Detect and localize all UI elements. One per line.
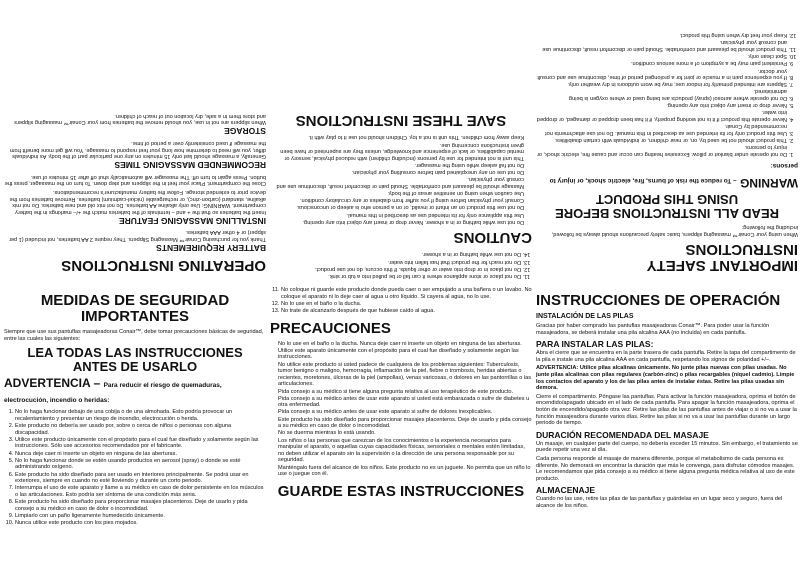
es-cautions-list xyxy=(270,341,532,478)
list-item: 2. Este producto no debería ser usado por, sobre o cerca de niños o personas con alguna discapacidad. xyxy=(15,423,266,436)
es-warning-list-cont xyxy=(270,287,532,315)
list-item: 11. This product should be pleasant and comfortable. Should pain or discomfort result, discontinue use and consult your physician. xyxy=(536,39,787,52)
list-item: 10. Nunca utilice este producto con los pies mojados. xyxy=(15,520,266,527)
list-item: 8. If you experience pain in a muscle or joint for a prolonged period of time, discontinue use and consult your doctor. xyxy=(536,67,787,80)
en-safety-title: IMPORTANT SAFETY INSTRUCTIONS xyxy=(646,241,798,274)
list-item: 9. Persistent pain may be a symptom of a more serious condition. xyxy=(536,60,787,67)
es-safety-title: MEDIDAS DE SEGURIDAD IMPORTANTES xyxy=(40,292,230,325)
en-operating-column xyxy=(4,0,266,279)
en-battery-text: Thank you for purchasing Conair™ Massaging Slippers. They require 2 AA batteries, not included (1 per slipper) or 4 other AAA batteries. xyxy=(8,229,266,242)
en-install-heading: INSTALLING MASSAGING FEATURE xyxy=(118,215,266,226)
list-item: 6. Do not operate where aerosol (spray) products are being used or where oxygen is being administered. xyxy=(536,88,787,101)
es-use-text: Cierre el compartimento. Póngase las pantuflas. Para activar la función masajeadora, oprima el botón de encendido/apagado ubicado en el lado de cada pantufla. Para apagar la función masajeadora, oprima el botón de encendido/apagado otra vez. Retire las pilas de las pantuflas antes de viajar o si no va a usar la función masajeadora durante varios días. Retire las pilas si no va a usar las pantuflas durante un largo periodo de tiempo. xyxy=(536,393,797,427)
es-storage-text: Cuando no las use, retire las pilas de las pantuflas y guárdelas en un lugar seco y seguro, fuera del alcance de los niños. xyxy=(536,496,783,509)
en-recommended-heading: RECOMMENDED MASSAGING TIMES xyxy=(114,160,266,171)
list-item: • Manténgalo fuera del alcance de los niños. Este producto no es un juguete. No permita que un niño lo use o juegue con él. xyxy=(278,465,532,478)
list-item: 3. Utilice este producto únicamente con el propósito para el cual fue diseñado y solamente según las instrucciones. Sólo use accesorios recomendados por el fabricante. xyxy=(15,437,266,450)
list-item: • Do not fall asleep while using the massager. xyxy=(270,161,524,168)
list-item: 1. Do not operate under blanket or pillow. Excessive heating can occur and cause fire, electric shock, or injury to persons. xyxy=(536,144,787,157)
list-item: 12. No lo use en el baño o la ducha. xyxy=(281,301,532,308)
list-item: • Pida consejo a su médico si tiene alguna pregunta relativa al uso terapéutico de este producto. xyxy=(278,389,532,396)
es-operating-title: INSTRUCCIONES DE OPERACIÓN xyxy=(536,292,781,309)
es-install-heading: PARA INSTALAR LAS PILAS: xyxy=(536,339,654,350)
list-item: 1. No lo haga funcionar debajo de una cobija o de una almohada. Esto podría provocar un recalentamiento y presentar un riesgo de incendio, electrocución o herida. xyxy=(15,409,266,422)
en-read-all-heading: READ ALL INSTRUCTIONS BEFORE USING THIS PRODUCT xyxy=(555,191,779,221)
en-warning-list xyxy=(536,32,798,157)
list-item: • Consult your physician before using if you suffer from diabetes or any circulatory condition. xyxy=(270,197,524,204)
en-battery-heading: BATTERY REQUIREMENTS xyxy=(156,243,266,253)
list-item: 13. Do not reach for the product that has fallen into water. xyxy=(270,258,521,265)
list-item: • Do not use on any unexplained pain before consulting your physician. xyxy=(270,169,524,176)
es-install-warning: ADVERTENCIA: Utilice pilas alcalinas únicamente. No junte pilas nuevas con pilas usadas. No junte pilas alcalinas con pilas regulares (carbón-zinc) o pilas recargables (níquel cadmio). Limpie los contactos del aparato y los de las pilas antes de instalar éstas. Retire las pilas usadas sin demora. xyxy=(536,365,795,392)
en-safety-column xyxy=(536,0,798,279)
en-warning-sub: – To reduce the risk of burns, fire, electric shock, or injury to persons: xyxy=(549,161,798,184)
list-item: 6. Este producto ha sido diseñado para ser usado en interiores principalmente. Se podrá usar en exteriores, siempre en cuando no esté lloviendo y durante un corto periodo. xyxy=(15,472,266,485)
en-storage-heading: STORAGE xyxy=(224,126,266,137)
list-item: • Keep away from children. This unit is not a toy. Children should not use it to play with it. xyxy=(270,134,524,141)
list-item: 3. Use this product only for its intended use as described in this manual. Do not use attachments not recommended by Conair. xyxy=(536,123,787,136)
es-read-all-heading: LEA TODAS LAS INSTRUCCIONES ANTES DE USARLO xyxy=(27,345,243,375)
es-warning-heading xyxy=(4,377,266,407)
list-item: • This unit is not intended for use by persons (including children) with reduced physical, sensory or mental capabilities, or lack of experience and knowledge, unless they are supervised or have been given instructions concerning use. xyxy=(270,141,524,161)
es-battery-heading: INSTALACIÓN DE LAS PILAS xyxy=(536,313,634,320)
list-item: • Do not use this product on an infant or invalid, or on a person who is asleep or unconscious. xyxy=(270,204,524,211)
list-item: 13. No trate de alcanzarlo después de que hubiese caído al agua. xyxy=(281,308,532,315)
list-item: 10. Spot clean only. xyxy=(536,53,787,60)
list-item: • No utilice este producto si usted padece de cualquiera de los problemas siguientes: Tuberculosis, tumor benigno o maligno, hemorragia, inflamación de la piel, fiebre o trombosis, heridas abiertas o recientes, moretones, úlceras de la piel (ampollas), venas varicosas, o dolores en las pantorrillas o las articulaciones. xyxy=(278,362,532,388)
en-storage-text: When slippers are not in use, you should remove the batteries from your Conair™ massaging slippers and store them in a safe, dry location out of reach of children. xyxy=(14,112,266,126)
en-cautions-title: CAUTIONS xyxy=(453,228,532,246)
list-item: 12. Keep your feet dry when using this product. xyxy=(536,32,787,39)
list-item: 5. No lo haga funcionar donde se estén usando productos en aerosol (spray) o donde se esté administrando oxígeno. xyxy=(15,458,266,471)
list-item: 5. Never drop or insert any object into any opening. xyxy=(536,102,787,109)
list-item: 4. Never operate this product if it is not working properly, if it has been dropped or damaged, or dropped into water. xyxy=(536,109,787,122)
en-warning-heading xyxy=(536,159,798,189)
list-item: 8. Este producto ha sido diseñado para proporcionar masajes placenteros. Deje de usarlo y pida consejo a su médico en caso de dolor o incomodidad. xyxy=(15,499,266,512)
en-warning-list-cont xyxy=(270,251,532,279)
es-save-heading: GUARDE ESTAS INSTRUCCIONES xyxy=(277,482,525,500)
list-item: • Use caution when using on sensitive areas of the body. xyxy=(270,190,524,197)
es-duration-heading: DURACIÓN RECOMENDADA DEL MASAJE xyxy=(536,429,709,440)
es-operating-column xyxy=(536,287,798,566)
en-operating-title: OPERATING INSTRUCTIONS xyxy=(61,257,266,274)
es-cautions-title: PRECAUCIONES xyxy=(270,319,391,337)
list-item: • Massage should be pleasant and comfortable. Should pain or discomfort result, discontinue use and consult your physician. xyxy=(270,176,524,189)
list-item: • Use this appliance only for its intended use as described in this manual. xyxy=(270,211,524,218)
list-item: 7. Slippers are intended primarily for indoor use; may be worn outdoors in dry weather only. xyxy=(536,81,787,88)
es-safety-intro: Siempre que use sus pantuflas masajeadoras Conair™, debe tomar precauciones básicas de seguridad, entre las cuales las siguientes: xyxy=(4,329,264,342)
es-warning-list xyxy=(4,409,266,526)
en-cautions-column xyxy=(270,0,532,279)
en-safety-intro: When using your Conair™ massaging slippers, basic safety precautions should always be followed, including the following: xyxy=(551,224,798,237)
es-duration-text-2: Cada persona responde al masaje de manera diferente, porque el metabolismo de cada persona es diferente. No demorará en encontrar la duración que más le convenga, para disfrutar cómodos masajes. Le recomendamos que pida consejo a su médico si tiene alguna pregunta médica relativa al uso de este producto. xyxy=(536,455,795,482)
en-install-text: Insert the batteries so that the + and – terminals of the batteries match the +/– markings in the battery compartment. WARNING: Use only alkaline AA batteries. Do not mix old and new batteries. Do not mix alkaline, standard (carbon-zinc), or rechargeable (nickel-cadmium) batteries. Remove batteries from the device prior to extended storage. Follow the battery manufacturer's recommendations. xyxy=(9,189,266,215)
list-item: 11. Do not place or store appliance where it can fall or be pulled into a tub or sink. xyxy=(270,272,521,279)
en-use-text: Close the compartment. Place your feet in the slippers and step down. To turn on the massager, press the button. Press again to turn off. The massager will automatically shut off after 15 minutes of use. xyxy=(4,173,266,187)
list-item: • Los niños o las personas que carezcan de los conocimientos o la experiencia necesarios para manipular el aparato, o aquellas cuyas capacidades físicas, sensoriales o mentales estén limitadas, no deben utilizar el aparato sin la supervisión o la dirección de una persona responsable por su seguridad. xyxy=(278,438,532,464)
spanish-panel xyxy=(0,283,802,566)
list-item: 7. Interrumpa el uso de este aparato y llame a su médico en caso de dolor persistente en los músculos o las articulaciones. Esto podría ser síntoma de una condición más seria. xyxy=(15,485,266,498)
es-storage-heading: ALMACENAJE xyxy=(536,485,596,496)
es-warning-sub: Para reducir el riesgo de quemaduras, electrocución, incendio o heridas: xyxy=(4,382,222,405)
list-item: • Do not use while bathing or in a shower. Never drop or insert any object into any opening. xyxy=(270,218,524,225)
list-item: • Pida consejo a su médico antes de usar este aparato si usted está embarazada o sufre de diabetes u otra enfermedad. xyxy=(278,396,532,409)
list-item: 2. This product should not be used by, on, or near children, or individuals with certain disabilities. xyxy=(536,136,787,143)
es-battery-text: Gracias por haber comprado las pantuflas masajeadoras Conair™. Para poder usar la función masajeadora, se deberá instalar una pila alcalina AAA (no incluida) en cada pantufla. xyxy=(536,323,770,336)
es-safety-column xyxy=(4,287,266,566)
list-item: • No lo use en el baño o la ducha. Nunca deje caer ni inserte un objeto en ninguna de las aberturas. xyxy=(278,341,532,348)
list-item: • Pida consejo a su médico antes de usar este aparato si sufre de dolores inexplicables. xyxy=(278,409,532,416)
list-item: 11. No coloque ni guarde este producto donde pueda caer o ser empujado a una bañera o un lavabo. No coloque el aparato ni lo deje caer al agua u otro líquido. Si cayera al agua, no lo use. xyxy=(281,287,532,300)
list-item: 4. Nunca deje caer ni inserte un objeto en ninguna de las aberturas. xyxy=(15,451,266,458)
en-recommended-text: Generally, a massage should last only 15 minutes on any one particular part of the body. As individuals differ, you will need to determine how long your feet respond to massage. You will get more benefit from the massage if used consistently over a period of time. xyxy=(9,140,266,160)
es-warning-title: ADVERTENCIA – xyxy=(4,376,101,391)
es-cautions-column xyxy=(270,287,532,566)
es-install-text: Abra el cierre que se encuentra en la parte trasera de cada pantufla. Retire la tapa del compartimento de la pila e instale una pila alcalina AAA en cada pantufla, respetando los signos de polaridad +/–. xyxy=(536,350,796,363)
list-item: • Este producto ha sido diseñado para proporcionar masajes placenteros. Deje de usarlo y pida consejo a su médico en caso de dolor o incomodidad. xyxy=(278,417,532,430)
list-item: • Utilice este aparato únicamente con el propósito para el cual fue diseñado y solamente según las instrucciones. xyxy=(278,348,532,361)
en-cautions-list xyxy=(270,134,532,225)
en-warning-title: WARNING xyxy=(740,175,798,190)
list-item: 9. Limpiarlo con un paño ligeramente humedecido únicamente. xyxy=(15,513,266,520)
es-duration-text-1: Un masaje, en cualquier parte del cuerpo, no debería exceder 15 minutos. Sin embargo, el tratamiento se puede repetir una vez al día. xyxy=(536,440,798,454)
en-save-heading: SAVE THESE INSTRUCTIONS xyxy=(295,111,507,129)
list-item: • No se duerma mientras lo está usando. xyxy=(278,430,532,437)
list-item: 12. Do not place in or drop into water or other liquids. If this occurs, do not use product. xyxy=(270,265,521,272)
list-item: 14. Do not use while bathing or in a shower. xyxy=(270,251,521,258)
